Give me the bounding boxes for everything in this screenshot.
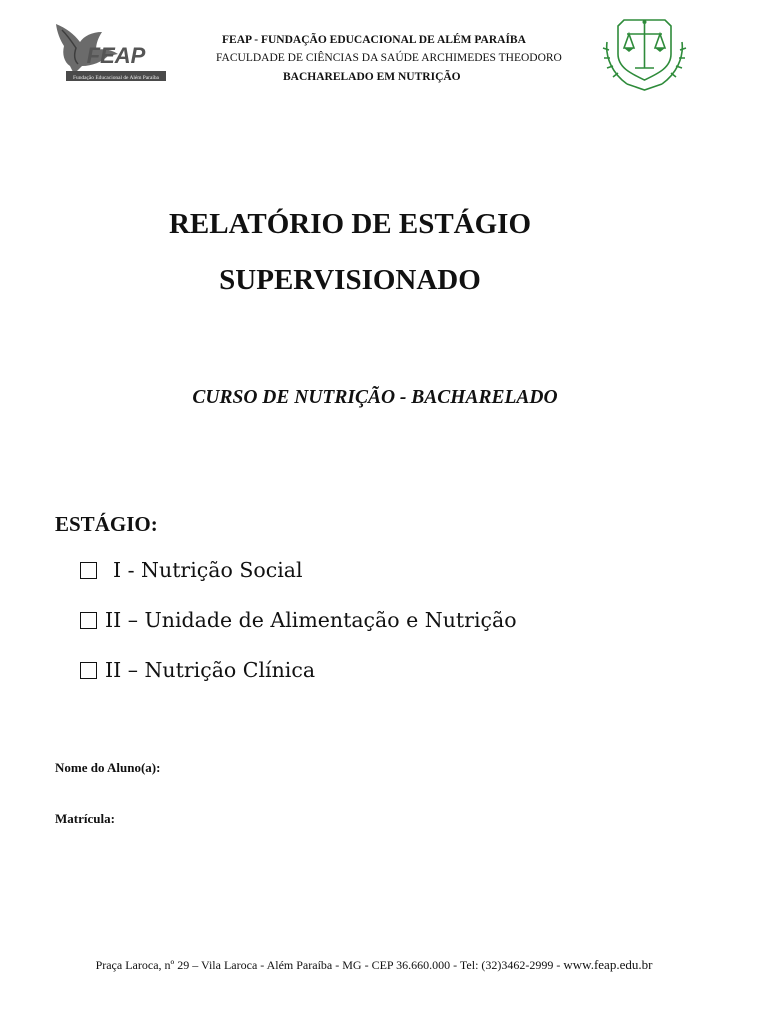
- option-label: II – Nutrição Clínica: [105, 658, 316, 682]
- crest-logo: [597, 12, 692, 94]
- option-label: II – Unidade de Alimentação e Nutrição: [105, 608, 517, 632]
- header-faculty: FACULDADE DE CIÊNCIAS DA SAÚDE ARCHIMEDES THEODORO: [216, 52, 562, 64]
- header-institution: FEAP - FUNDAÇÃO EDUCACIONAL DE ALÉM PARAÍBA: [222, 34, 526, 46]
- option-label: I - Nutrição Social: [113, 558, 303, 582]
- checkbox[interactable]: [80, 562, 97, 579]
- footer-address-text: Praça Laroca, nº 29 – Vila Laroca - Além Paraíba - MG - CEP 36.660.000 - Tel: (32)3462-2999 -: [95, 958, 564, 972]
- scales-of-justice-icon: [597, 12, 692, 94]
- feap-logo: [52, 18, 170, 84]
- option-unidade-alimentacao[interactable]: [80, 608, 517, 632]
- logo-subtext: Fundação Educacional de Além Paraíba: [73, 75, 159, 81]
- student-name-label: Nome do Aluno(a):: [55, 760, 161, 775]
- footer-address: [0, 957, 748, 973]
- checkbox[interactable]: [80, 612, 97, 629]
- header-program: BACHARELADO EM NUTRIÇÃO: [283, 71, 461, 83]
- eagle-icon: [52, 18, 170, 84]
- footer-url-link[interactable]: www.feap.edu.br: [563, 957, 653, 972]
- course-name: CURSO DE NUTRIÇÃO - BACHARELADO: [192, 387, 558, 408]
- estagio-label: ESTÁGIO:: [55, 512, 158, 536]
- page-title-line1: RELATÓRIO DE ESTÁGIO: [168, 208, 532, 240]
- checkbox[interactable]: [80, 662, 97, 679]
- enrollment-label: Matrícula:: [55, 811, 115, 826]
- page-title-line2: SUPERVISIONADO: [219, 264, 481, 296]
- logo-text: FEAP: [86, 43, 146, 68]
- option-nutricao-social[interactable]: [80, 558, 303, 582]
- option-nutricao-clinica[interactable]: [80, 658, 315, 682]
